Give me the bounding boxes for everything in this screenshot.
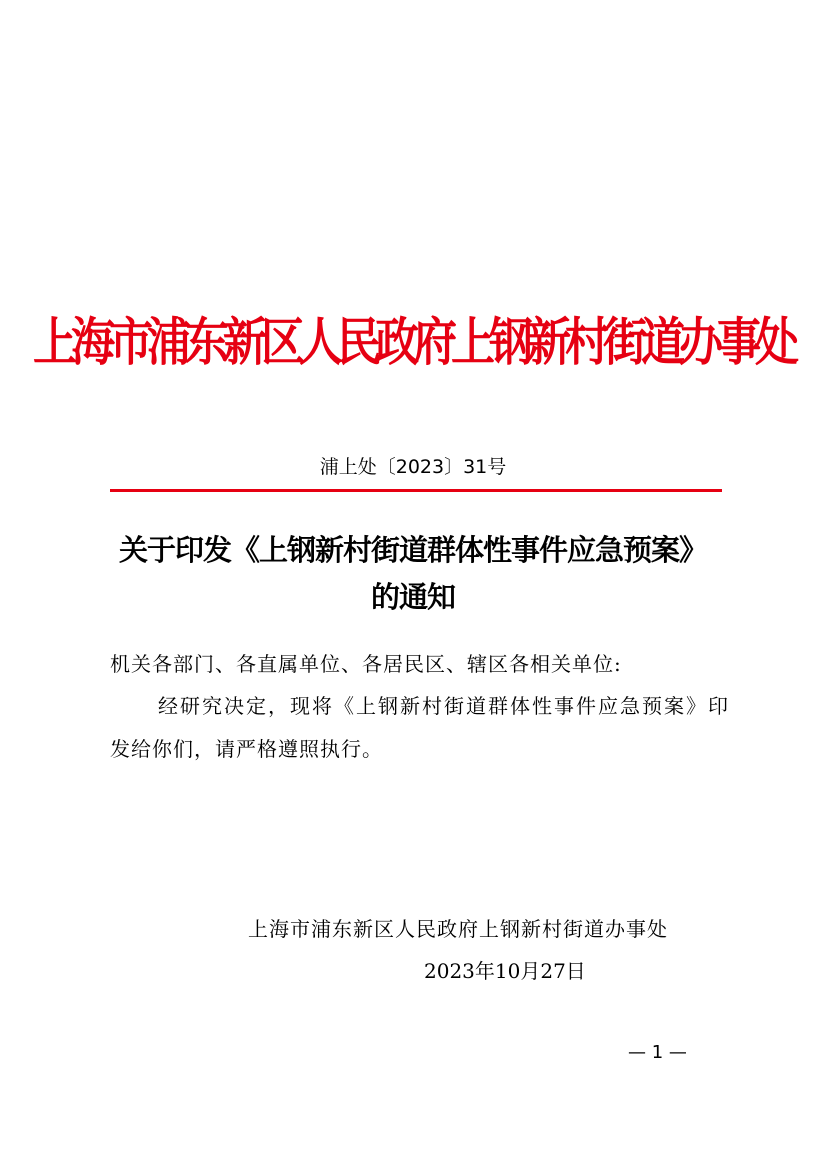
signer-organization: 上海市浦东新区人民政府上钢新村街道办事处 xyxy=(248,917,668,941)
body-paragraph-line1: 经研究决定，现将《上钢新村街道群体性事件应急预案》印 xyxy=(158,694,730,718)
document-title-line1: 关于印发《上钢新村街道群体性事件应急预案》 xyxy=(118,533,707,567)
page-number: — 1 — xyxy=(628,1042,687,1063)
red-divider-line xyxy=(110,489,722,492)
signature-date: 2023年10月27日 xyxy=(424,959,586,983)
document-number: 浦上处〔2023〕31号 xyxy=(319,456,507,478)
document-title-line2: 的通知 xyxy=(370,580,455,614)
salutation: 机关各部门、各直属单位、各居民区、辖区各相关单位: xyxy=(110,652,622,676)
issuer-masthead: 上海市浦东新区人民政府上钢新村街道办事处 xyxy=(33,312,793,374)
body-paragraph-line2: 发给你们，请严格遵照执行。 xyxy=(110,737,383,761)
